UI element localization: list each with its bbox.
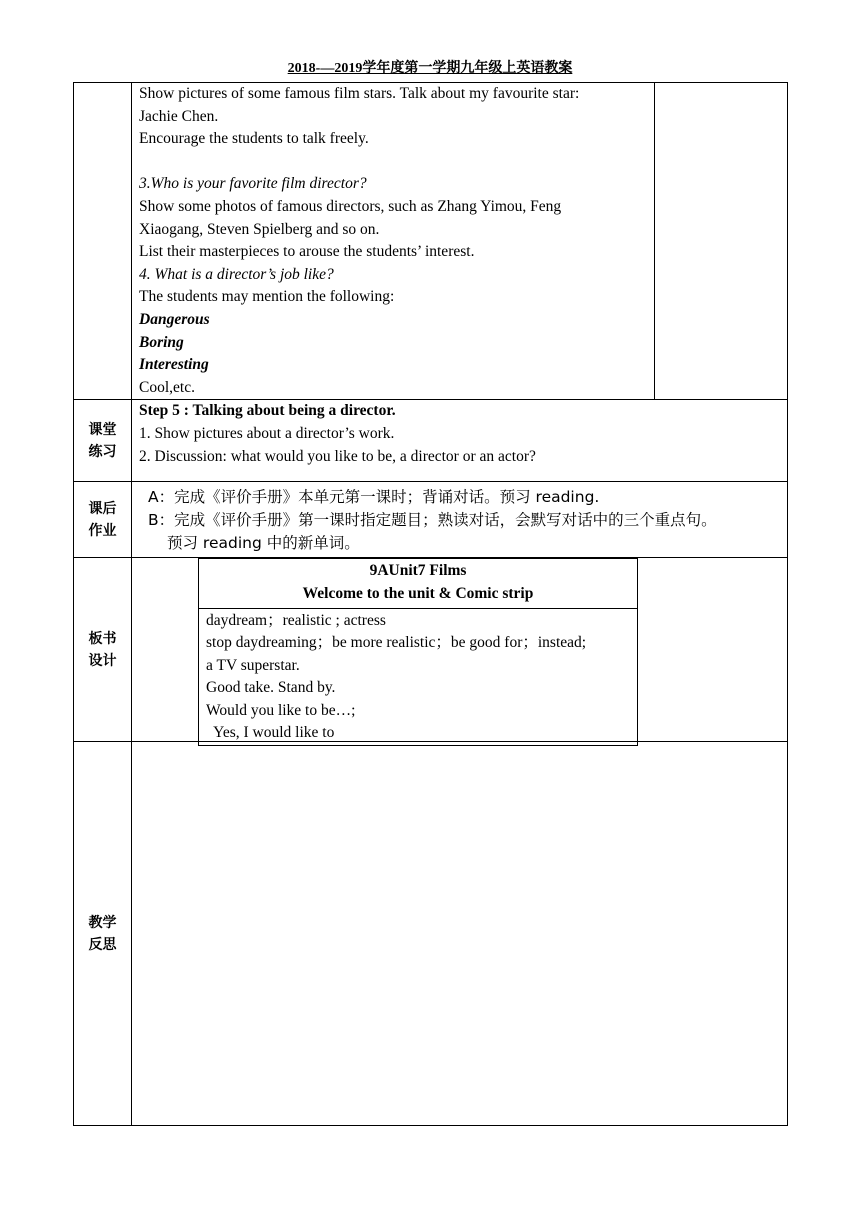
row-activities [74,83,788,400]
question-director-job: 4. What is a director’s job like? [139,265,334,283]
board-label-1: 板书 [88,630,117,647]
board-title [199,559,638,608]
blank-line [139,151,647,174]
blackboard-table [198,558,638,746]
board-line: Yes, I would like to [206,724,335,742]
keyword-boring: Boring [139,333,184,351]
practice-content [132,400,788,482]
row-practice [74,400,788,482]
reflection-label-1: 教学 [88,914,117,931]
board-label-2: 设计 [88,652,117,669]
homework-content [132,482,788,558]
board-label [74,558,132,742]
activity-line: Jachie Chen. [139,107,219,125]
step-heading: Step 5 : Talking about being a director. [139,402,396,420]
row-reflection [74,742,788,1126]
homework-label [74,482,132,558]
row-homework [74,482,788,558]
question-director: 3.Who is your favorite film director? [139,175,367,193]
activity-line: Encourage the students to talk freely. [139,130,369,148]
board-line: daydream；realistic ; actress [206,611,386,629]
board-line: a TV superstar. [206,656,300,674]
reflection-label [74,742,132,1126]
practice-label-2: 练习 [88,443,117,460]
homework-line-b-cont: 预习 reading 中的新单词。 [167,534,360,553]
activity-line: The students may mention the following: [139,288,395,306]
board-line: Would you like to be…; [206,701,356,719]
reflection-content [132,742,788,1126]
board-body [199,608,638,746]
practice-item: 2. Discussion: what would you like to be, a director or an actor? [139,447,536,465]
keyword-dangerous: Dangerous [139,310,210,328]
board-title-2: Welcome to the unit & Comic strip [302,584,534,602]
page-header: 2018-—2019学年度第一学期九年级上英语教案 [287,61,573,76]
row-activities-notes [655,83,788,400]
board-title-1: 9AUnit7 Films [369,562,467,580]
keyword-interesting: Interesting [139,356,209,374]
activity-line: Show pictures of some famous film stars. Talk about my favourite star: [139,85,580,102]
reflection-label-2: 反思 [88,936,117,953]
activity-line: List their masterpieces to arouse the students’ interest. [139,243,475,261]
activity-line: Show some photos of famous directors, such as Zhang Yimou, Feng [139,197,562,215]
homework-label-2: 作业 [88,522,117,539]
homework-label-1: 课后 [88,500,117,517]
board-line: Good take. Stand by. [206,679,336,697]
homework-line-a: A：完成《评价手册》本单元第一课时；背诵对话。预习 reading. [148,488,600,507]
row-board [74,558,788,742]
activity-line: Cool,etc. [139,378,195,396]
activities-content [132,83,655,400]
row-activities-label [74,83,132,400]
board-line: stop daydreaming；be more realistic；be good for；instead; [206,634,587,652]
practice-label [74,400,132,482]
lesson-plan-table [73,82,788,1126]
practice-item: 1. Show pictures about a director’s work. [139,424,395,442]
board-content [132,558,788,742]
homework-line-b: B：完成《评价手册》第一课时指定题目；熟读对话，会默写对话中的三个重点句。 [148,511,717,530]
practice-label-1: 课堂 [88,421,117,438]
activity-line: Xiaogang, Steven Spielberg and so on. [139,220,380,238]
